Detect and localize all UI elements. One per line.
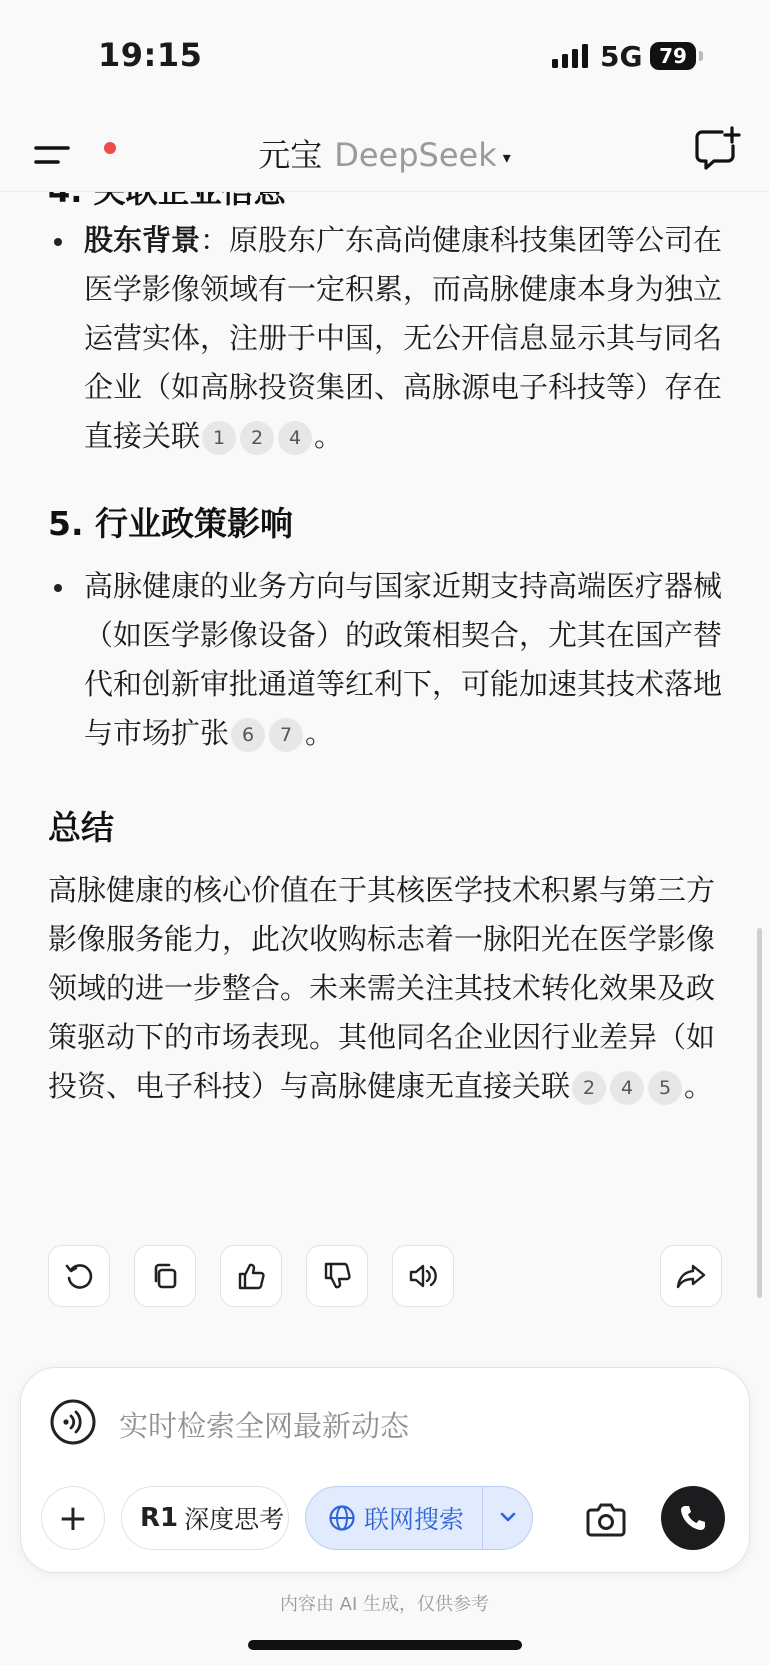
bullet-dot	[54, 238, 62, 246]
citation-badge[interactable]: 7	[269, 718, 303, 752]
model-name: DeepSeek	[334, 136, 497, 174]
model-selector[interactable]	[0, 130, 769, 176]
thumbs-down-icon	[321, 1260, 353, 1292]
regenerate-button[interactable]	[48, 1245, 110, 1307]
citation-badge[interactable]: 2	[572, 1071, 606, 1105]
scrollbar[interactable]	[757, 928, 762, 1298]
citation-badge[interactable]: 1	[202, 421, 236, 455]
status-bar	[0, 0, 769, 110]
section-heading-5: 5. 行业政策影响	[48, 504, 293, 543]
share-icon	[675, 1260, 707, 1292]
bullet-dot	[54, 584, 62, 592]
read-aloud-button[interactable]	[392, 1245, 454, 1307]
voice-call-button[interactable]	[661, 1486, 725, 1550]
composer	[20, 1367, 750, 1573]
deep-think-label: 深度思考	[184, 1505, 285, 1534]
web-search-label: 联网搜索	[364, 1505, 465, 1534]
chat-input[interactable]: 实时检索全网最新动态	[119, 1409, 410, 1443]
refresh-icon	[63, 1260, 95, 1292]
globe-icon	[328, 1504, 356, 1532]
plus-icon: +	[57, 1497, 89, 1539]
period: 。	[305, 716, 335, 750]
thumbs-up-icon	[235, 1260, 267, 1292]
ai-disclaimer: 内容由 AI 生成，仅供参考	[279, 1594, 490, 1615]
camera-icon[interactable]	[583, 1496, 629, 1542]
bullet-text: 高脉健康的业务方向与国家近期支持高端医疗器械（如医学影像设备）的政策相契合，尤其在国产替代和创新审批通道等红利下，可能加速其技术落地与市场扩张	[84, 569, 723, 750]
battery-level: 79	[659, 44, 687, 68]
citation-badge[interactable]: 4	[278, 421, 312, 455]
copy-button[interactable]	[134, 1245, 196, 1307]
bullet-shareholder	[48, 216, 728, 461]
home-indicator[interactable]	[248, 1640, 522, 1650]
share-button[interactable]	[660, 1245, 722, 1307]
message-content	[0, 192, 769, 1352]
citation-badge[interactable]: 6	[231, 718, 265, 752]
r1-label: R1	[140, 1503, 179, 1533]
bullet-policy	[48, 562, 728, 758]
voice-input-icon[interactable]	[49, 1398, 97, 1446]
signal-icon	[552, 44, 588, 68]
pill-divider	[482, 1487, 483, 1549]
caret-down-icon: ▾	[502, 147, 511, 167]
speaker-icon	[407, 1260, 439, 1292]
chevron-down-icon[interactable]	[496, 1505, 520, 1529]
bullet-paragraph	[84, 216, 728, 461]
new-chat-icon[interactable]	[692, 124, 740, 172]
copy-icon	[149, 1260, 181, 1292]
battery-tip	[699, 51, 703, 61]
phone-icon	[677, 1502, 709, 1534]
app-title: 元宝	[258, 136, 323, 174]
like-button[interactable]	[220, 1245, 282, 1307]
web-search-toggle[interactable]	[305, 1486, 533, 1550]
battery-icon	[650, 42, 696, 70]
citation-badge[interactable]: 4	[610, 1071, 644, 1105]
add-attachment-button[interactable]	[41, 1486, 105, 1550]
period: 。	[684, 1069, 714, 1103]
dislike-button[interactable]	[306, 1245, 368, 1307]
period: 。	[314, 419, 344, 453]
citation-badge[interactable]: 5	[648, 1071, 682, 1105]
message-actions	[0, 1245, 769, 1309]
deep-think-toggle[interactable]	[121, 1486, 289, 1550]
bullet-label: 股东背景	[84, 223, 201, 257]
summary-heading: 总结	[48, 808, 114, 847]
top-nav	[0, 110, 769, 192]
summary-text: 高脉健康的核心价值在于其核医学技术积累与第三方影像服务能力，此次收购标志着一脉阳光在医学影像领域的进一步整合。未来需关注其技术转化效果及政策驱动下的市场表现。其他同名企业因行业差异（如投资、电子科技）与高脉健康无直接关联	[48, 873, 716, 1103]
network-type: 5G	[600, 40, 643, 73]
bullet-text: ：原股东广东高尚健康科技集团等公司在医学影像领域有一定积累，而高脉健康本身为独立运营实体，注册于中国，无公开信息显示其与同名企业（如高脉投资集团、高脉源电子科技等）存在直接关联	[84, 223, 723, 453]
bullet-paragraph	[84, 562, 728, 758]
status-time: 19:15	[98, 36, 203, 74]
citation-badge[interactable]: 2	[240, 421, 274, 455]
summary-paragraph	[48, 866, 728, 1111]
